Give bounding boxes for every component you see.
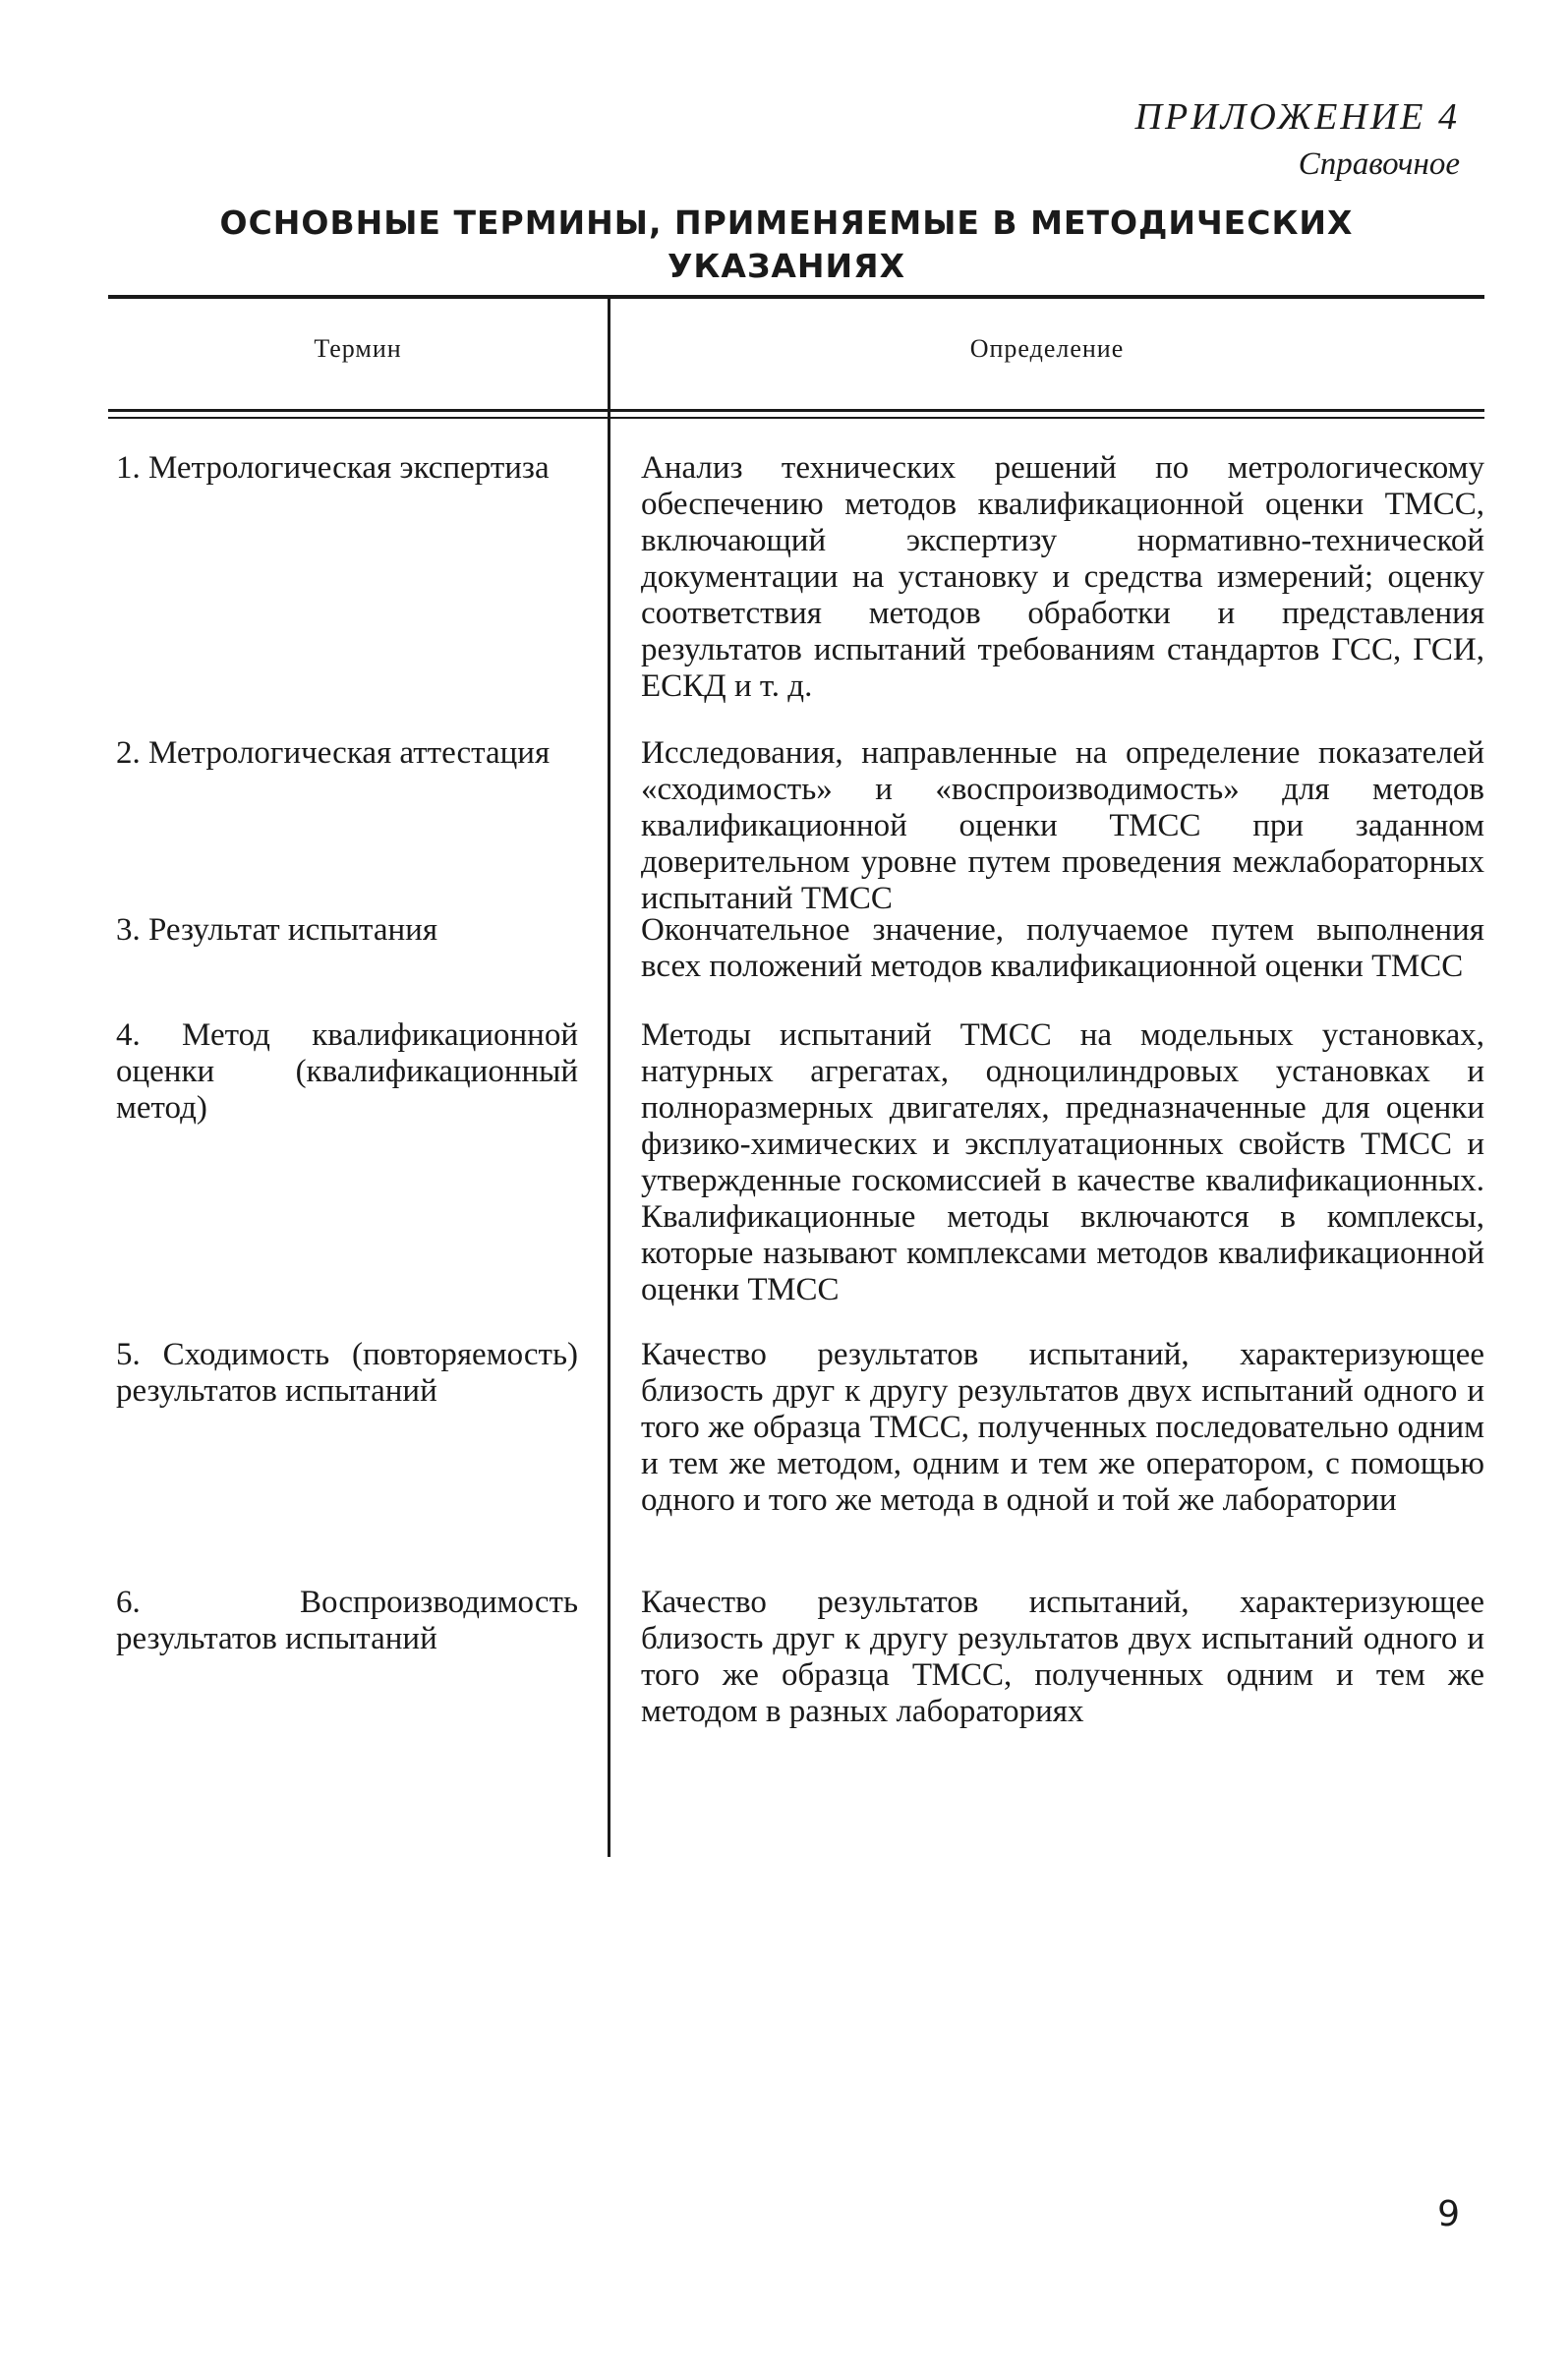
column-header-term: Термин: [314, 334, 402, 363]
table-top-rule: [108, 295, 1484, 299]
definition-cell: Анализ технических решений по метрологическому обеспечению методов квалификационной оценки ТМСС, включающий экспертизу нормативно-технической документации на установку и средства измерений; оценку соответствия методов обработки и представления результатов испытаний требованиям стандартов ГСС, ГСИ, ЕСКД и т. д.: [641, 450, 1484, 704]
term-cell: 4. Метод квалификационной оценки (квалификационный метод): [116, 1017, 578, 1126]
header-rule: [108, 409, 1484, 412]
header-rule-double: [108, 417, 1484, 419]
term-cell: 5. Сходимость (повторяемость) результатов испытаний: [116, 1337, 578, 1409]
page-number: 9: [1437, 2194, 1460, 2234]
term-cell: 2. Метрологическая аттестация: [116, 735, 551, 771]
appendix-type: Справочное: [1298, 146, 1460, 182]
column-divider: [608, 299, 610, 1857]
term-cell: 6. Воспроизводимость результатов испытаний: [116, 1585, 578, 1656]
page-title: ОСНОВНЫЕ ТЕРМИНЫ, ПРИМЕНЯЕМЫЕ В МЕТОДИЧЕСКИХ УКАЗАНИЯХ: [219, 203, 1354, 285]
definition-cell: Методы испытаний ТМСС на модельных установках, натурных агрегатах, одноцилиндровых установках и полноразмерных двигателях, предназначенные для оценки физико-химических и эксплуатационных свойств ТМСС и утвержденные госкомиссией в качестве квалификационных. Квалификационные методы включаются в комплексы, которые называют комплексами методов квалификационной оценки ТМСС: [641, 1017, 1484, 1307]
appendix-number: ПРИЛОЖЕНИЕ 4: [1134, 96, 1460, 138]
definition-cell: Окончательное значение, получаемое путем выполнения всех положений методов квалификационной оценки ТМСС: [641, 912, 1484, 984]
column-header-definition: Определение: [969, 334, 1125, 363]
term-cell: 3. Результат испытания: [116, 912, 438, 948]
appendix-label: [1135, 93, 1460, 188]
definition-cell: Качество результатов испытаний, характеризующее близость друг к другу результатов двух испытаний одного и того же образца ТМСС, полученных одним и тем же методом в разных лабораториях: [641, 1585, 1484, 1729]
definition-cell: Исследования, направленные на определение показателей «сходимость» и «воспроизводимость» для методов квалификационной оценки ТМСС при заданном доверительном уровне путем проведения межлабораторных испытаний ТМСС: [641, 735, 1484, 916]
term-cell: 1. Метрологическая экспертиза: [116, 450, 550, 486]
definition-cell: Качество результатов испытаний, характеризующее близость друг к другу результатов двух испытаний одного и того же образца ТМСС, полученных последовательно одним и тем же методом, одним и тем же оператором, с помощью одного и того же метода в одной и той же лаборатории: [641, 1337, 1484, 1518]
